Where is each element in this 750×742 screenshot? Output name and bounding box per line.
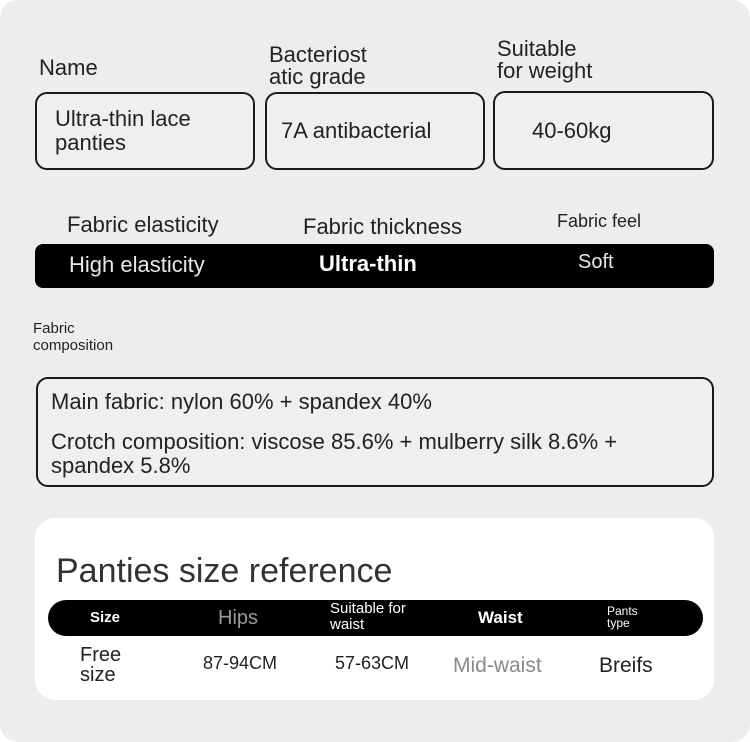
elasticity-label: Fabric elasticity [67, 212, 219, 237]
row-waist-fit: 57-63CM [335, 653, 410, 673]
bacteriostatic-value: 7A antibacterial [281, 118, 432, 143]
header-hips: Hips [218, 607, 259, 629]
header-waist-fit [330, 601, 406, 633]
bacteriostatic-label-line1: Bacteriost [269, 42, 367, 67]
header-waist-fit-line2: waist [330, 616, 365, 633]
feel-value: Soft [578, 251, 614, 273]
bacteriostatic-label [269, 44, 367, 88]
header-waist-fit-line1: Suitable for [330, 600, 406, 617]
composition-label-line1: Fabric [33, 320, 75, 337]
properties-bar [35, 244, 714, 288]
name-value-line1: Ultra-thin lace [55, 106, 191, 131]
row-waist: Mid-waist [453, 654, 542, 677]
elasticity-value: High elasticity [69, 252, 205, 277]
weight-label-line1: Suitable [497, 36, 577, 61]
composition-label [33, 320, 113, 354]
header-type [607, 605, 638, 629]
row-size [80, 645, 121, 685]
header-type-line1: Pants [607, 604, 638, 618]
thickness-value: Ultra-thin [319, 251, 417, 276]
size-reference-card [35, 518, 714, 700]
composition-box [36, 377, 714, 487]
row-size-line1: Free [80, 644, 122, 666]
composition-crotch [51, 430, 617, 478]
name-value-line2: panties [55, 130, 126, 155]
bacteriostatic-box [265, 92, 485, 170]
weight-label [497, 38, 592, 82]
size-table-title: Panties size reference [56, 552, 393, 590]
weight-value: 40-60kg [532, 118, 612, 143]
header-waist: Waist [478, 608, 523, 627]
header-size: Size [90, 609, 121, 626]
row-size-line2: size [80, 664, 116, 686]
header-type-line2: type [607, 616, 630, 630]
name-box [35, 92, 255, 170]
thickness-label: Fabric thickness [303, 214, 462, 239]
row-type: Breifs [599, 654, 653, 677]
name-value [55, 107, 191, 155]
size-table-header [48, 600, 703, 636]
feel-label: Fabric feel [557, 211, 642, 231]
composition-label-line2: composition [33, 337, 114, 354]
row-hips: 87-94CM [203, 653, 278, 673]
weight-label-line2: for weight [497, 58, 593, 83]
composition-crotch-line1: Crotch composition: viscose 85.6% + mulberry silk 8.6% + [51, 429, 618, 454]
composition-main: Main fabric: nylon 60% + spandex 40% [51, 389, 432, 414]
name-label: Name [39, 55, 98, 80]
weight-box [493, 91, 714, 170]
bacteriostatic-label-line2: atic grade [269, 64, 366, 89]
composition-crotch-line2: spandex 5.8% [51, 453, 191, 478]
